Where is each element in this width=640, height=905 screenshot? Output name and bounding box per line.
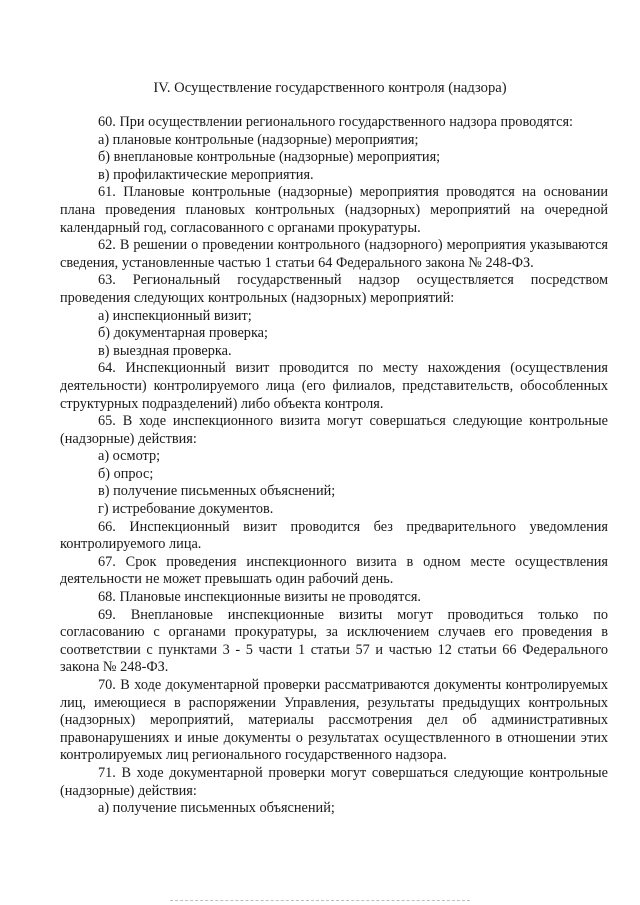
paragraph-65: 65. В ходе инспекционного визита могут совершаться следующие контрольные (надзорные) действия: [60,413,608,447]
list-item: г) истребование документов. [98,501,274,518]
list-item: а) инспекционный визит; [98,307,252,324]
paragraph-68: 68. Плановые инспекционные визиты не проводятся. [98,589,421,606]
paragraph-67: 67. Срок проведения инспекционного визита в одном месте осуществления деятельности не может превышать один рабочий день. [60,553,608,588]
paragraph-60: 60. При осуществлении регионального государственного надзора проводятся: [98,114,573,130]
section-heading: IV. Осуществление государственного контроля (надзора) [153,80,507,96]
paragraph-64: 64. Инспекционный визит проводится по месту нахождения (осуществления деятельности) контролируемого лица (его филиалов, представительств, обособленных структурных подразделений) либо объекта контроля. [60,360,608,412]
list-item: а) плановые контрольные (надзорные) мероприятия; [98,131,419,148]
paragraph-63: 63. Региональный государственный надзор осуществляется посредством проведения следующих контрольных (надзорных) мероприятий: [60,272,608,306]
list-item: б) документарная проверка; [98,325,268,342]
list-item: а) получение письменных объяснений; [98,800,335,817]
list-item: б) опрос; [98,465,154,482]
paragraph-70: 70. В ходе документарной проверки рассматриваются документы контролируемых лиц, имеющиеся в распоряжении Управления, результаты предыдущих контрольных (надзорных) мероприятий, материалы рассмотрения дел об административных правонарушениях и иные документы о результатах осуществленного в отношении этих контролируемых лиц регионального государственного надзора. [60,677,608,764]
paragraph-62: 62. В решении о проведении контрольного (надзорного) мероприятия указываются сведения, установленные частью 1 статьи 64 Федерального закона № 248-ФЗ. [60,237,608,271]
list-item: б) внеплановые контрольные (надзорные) мероприятия; [98,149,441,166]
scan-edge-divider [170,900,470,901]
document-body [60,114,608,818]
list-item: в) профилактические мероприятия. [98,166,314,183]
paragraph-71: 71. В ходе документарной проверки могут совершаться следующие контрольные (надзорные) действия: [60,764,608,799]
list-item: в) получение письменных объяснений; [98,483,336,500]
paragraph-66: 66. Инспекционный визит проводится без предварительного уведомления контролируемого лица. [60,518,608,553]
paragraph-61: 61. Плановые контрольные (надзорные) мероприятия проводятся на основании плана проведения плановых контрольных (надзорных) мероприятий на очередной календарный год, согласованного с органами прокуратуры. [60,184,608,236]
list-item: в) выездная проверка. [98,342,232,359]
list-item: а) осмотр; [98,448,161,465]
paragraph-69: 69. Внеплановые инспекционные визиты могут проводиться только по согласованию с органами прокуратуры, за исключением случаев его проведения в соответствии с пунктами 3 - 5 части 1 статьи 57 и частью 12 статьи 66 Федерального закона № 248-ФЗ. [60,606,608,676]
